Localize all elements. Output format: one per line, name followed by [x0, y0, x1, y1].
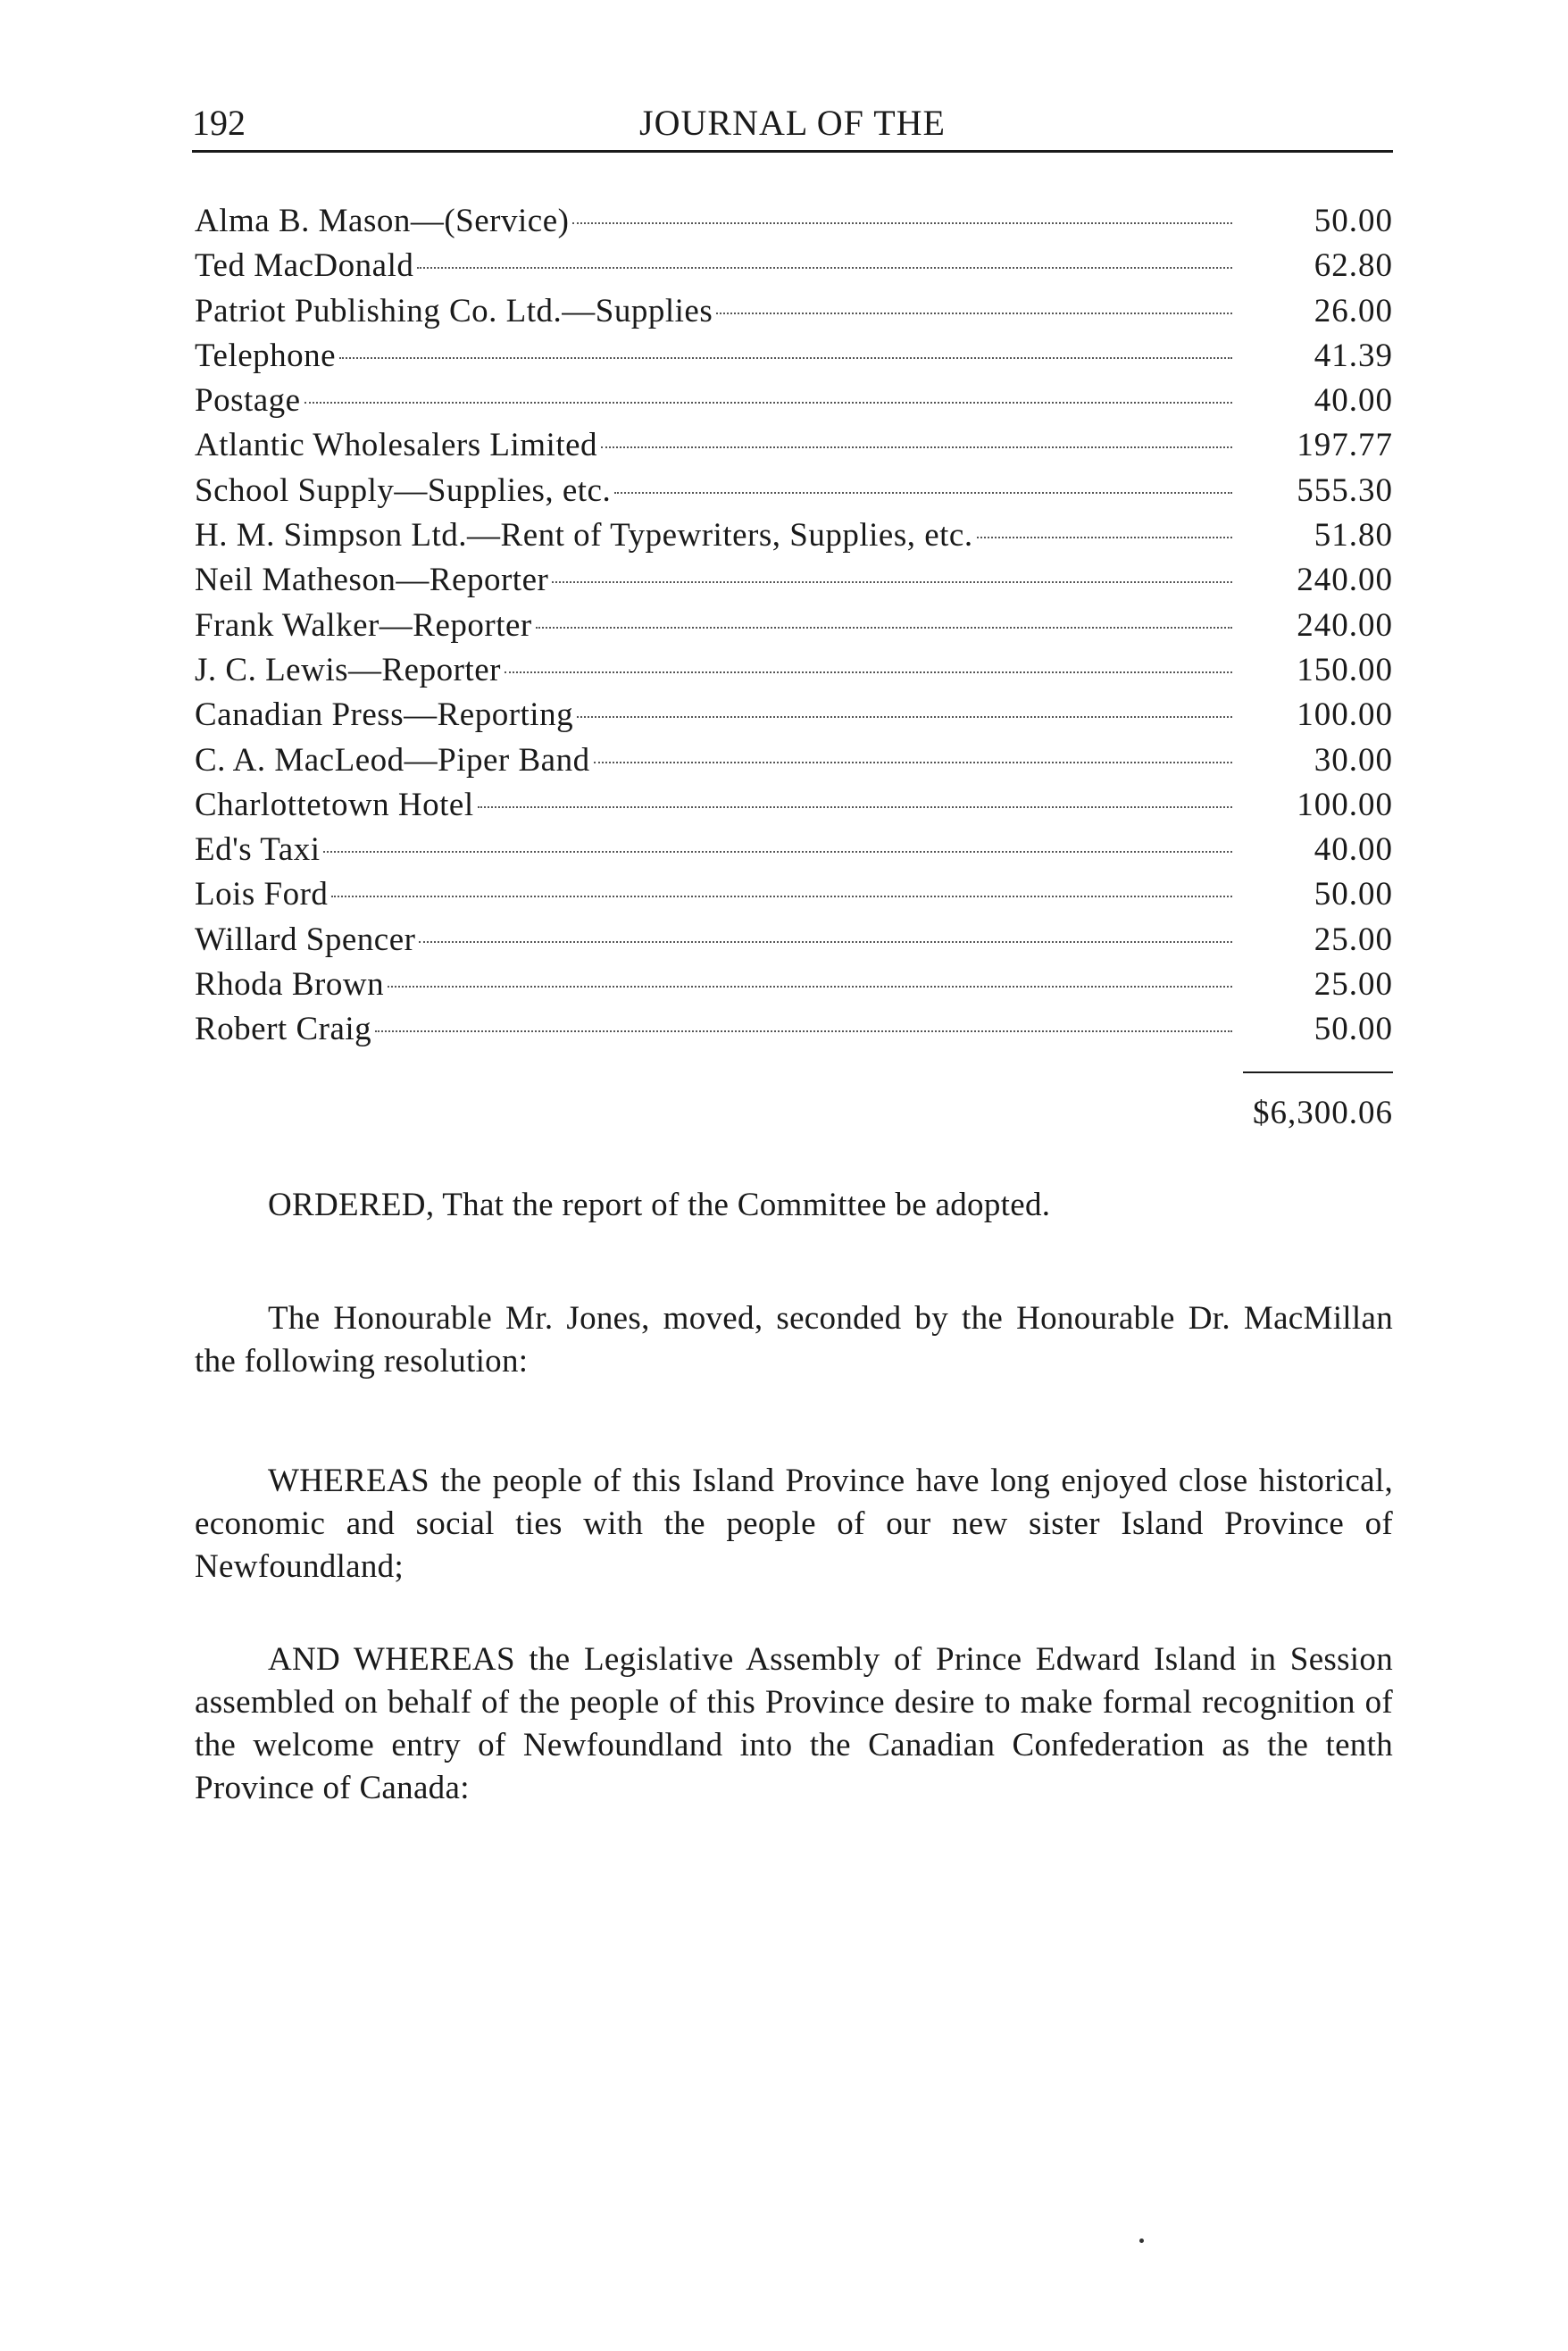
ledger-amount: 197.77: [1297, 427, 1393, 464]
ledger-amount: 240.00: [1297, 562, 1393, 599]
ledger-row: [195, 244, 1393, 288]
ledger-amount: 50.00: [1314, 1011, 1393, 1048]
ledger-payee: Lois Ford: [195, 876, 329, 913]
ink-speck: [1139, 2238, 1144, 2243]
ledger-payee: Ed's Taxi: [195, 831, 321, 869]
dot-leader: [419, 941, 1232, 943]
ledger-amount: 26.00: [1314, 292, 1393, 329]
ledger-amount: 100.00: [1297, 696, 1393, 734]
ledger-amount: 25.00: [1314, 921, 1393, 958]
ledger-amount: 100.00: [1297, 786, 1393, 823]
ledger-total: $6,300.06: [1253, 1095, 1393, 1131]
ledger-amount: 40.00: [1314, 831, 1393, 869]
ledger-amount: 30.00: [1314, 741, 1393, 779]
ledger-row: [195, 334, 1393, 379]
dot-leader: [388, 986, 1232, 988]
ledger-payee: Patriot Publishing Co. Ltd.—Supplies: [195, 292, 713, 329]
ledger-payee: Postage: [195, 382, 301, 420]
running-head: JOURNAL OF THE: [639, 103, 946, 143]
ledger-payee: C. A. MacLeod—Piper Band: [195, 741, 590, 779]
ledger-amount: 41.39: [1314, 337, 1393, 374]
ledger-payee: Charlottetown Hotel: [195, 786, 474, 823]
ledger-payee: Neil Matheson—Reporter: [195, 562, 549, 599]
ordered-paragraph: ORDERED, That the report of the Committee be adopted.: [268, 1187, 1051, 1223]
dot-leader: [552, 581, 1232, 583]
dot-leader: [478, 806, 1232, 808]
ledger-row: [195, 513, 1393, 558]
dot-leader: [572, 222, 1232, 224]
ledger-payee: Willard Spencer: [195, 921, 416, 958]
ledger-amount: 50.00: [1314, 203, 1393, 239]
total-rule: [1243, 1071, 1393, 1073]
page-header: [192, 96, 1393, 153]
motion-paragraph: The Honourable Mr. Jones, moved, seconded by the Honourable Dr. MacMillan the following resolution:: [195, 1300, 1393, 1380]
ledger-row: [195, 379, 1393, 423]
ledger-payee: J. C. Lewis—Reporter: [195, 651, 501, 688]
ledger-row: [195, 469, 1393, 513]
ledger-payee: Robert Craig: [195, 1011, 372, 1048]
dot-leader: [614, 492, 1232, 494]
ledger-amount: 51.80: [1314, 517, 1393, 554]
ledger-row: [195, 1007, 1393, 1052]
ledger-amount: 62.80: [1314, 247, 1393, 285]
dot-leader: [536, 627, 1232, 629]
dot-leader: [417, 267, 1232, 269]
whereas-paragraph-2: AND WHEREAS the Legislative Assembly of Prince Edward Island in Session assembled on behalf of the people of this Province desire to make formal recognition of the welcome entry of Newfoundland into the Canadian Confederation as the tenth Province of Canada:: [195, 1641, 1393, 1806]
ledger-row: [195, 423, 1393, 468]
ledger-row: [195, 828, 1393, 872]
ledger-row: [195, 693, 1393, 738]
dot-leader: [375, 1030, 1232, 1032]
ledger-row: [195, 783, 1393, 828]
expense-ledger: [195, 199, 1393, 1053]
dot-leader: [331, 896, 1232, 897]
ledger-row: [195, 738, 1393, 783]
ledger-amount: 50.00: [1314, 876, 1393, 913]
ledger-row: [195, 918, 1393, 963]
dot-leader: [505, 671, 1232, 673]
ledger-row: [195, 963, 1393, 1007]
ledger-payee: Alma B. Mason—(Service): [195, 203, 570, 239]
ledger-amount: 25.00: [1314, 966, 1393, 1004]
ledger-row: [195, 199, 1393, 244]
ledger-row: [195, 648, 1393, 693]
ledger-row: [195, 289, 1393, 334]
dot-leader: [601, 446, 1232, 448]
dot-leader: [577, 716, 1232, 718]
ledger-payee: Ted MacDonald: [195, 247, 414, 285]
ledger-payee: Rhoda Brown: [195, 966, 385, 1004]
dot-leader: [594, 762, 1232, 763]
dot-leader: [304, 402, 1232, 404]
dot-leader: [716, 313, 1232, 314]
ledger-amount: 40.00: [1314, 382, 1393, 420]
ledger-row: [195, 558, 1393, 603]
whereas-paragraph-1: WHEREAS the people of this Island Province have long enjoyed close historical, economic and social ties with the people of our new sister Island Province of Newfoundland;: [195, 1463, 1393, 1585]
ledger-row: [195, 604, 1393, 648]
ledger-payee: Canadian Press—Reporting: [195, 696, 574, 734]
dot-leader: [323, 851, 1232, 853]
dot-leader: [339, 357, 1232, 359]
ledger-payee: Telephone: [195, 337, 337, 374]
ledger-row: [195, 872, 1393, 917]
ledger-payee: School Supply—Supplies, etc.: [195, 471, 612, 509]
ledger-payee: Atlantic Wholesalers Limited: [195, 427, 598, 464]
ledger-amount: 240.00: [1297, 606, 1393, 644]
ledger-payee: H. M. Simpson Ltd.—Rent of Typewriters, Supplies, etc.: [195, 517, 973, 554]
ledger-amount: 555.30: [1297, 471, 1393, 509]
page-number: 192: [192, 103, 246, 143]
ledger-payee: Frank Walker—Reporter: [195, 606, 532, 644]
ledger-amount: 150.00: [1297, 651, 1393, 688]
dot-leader: [977, 537, 1232, 538]
